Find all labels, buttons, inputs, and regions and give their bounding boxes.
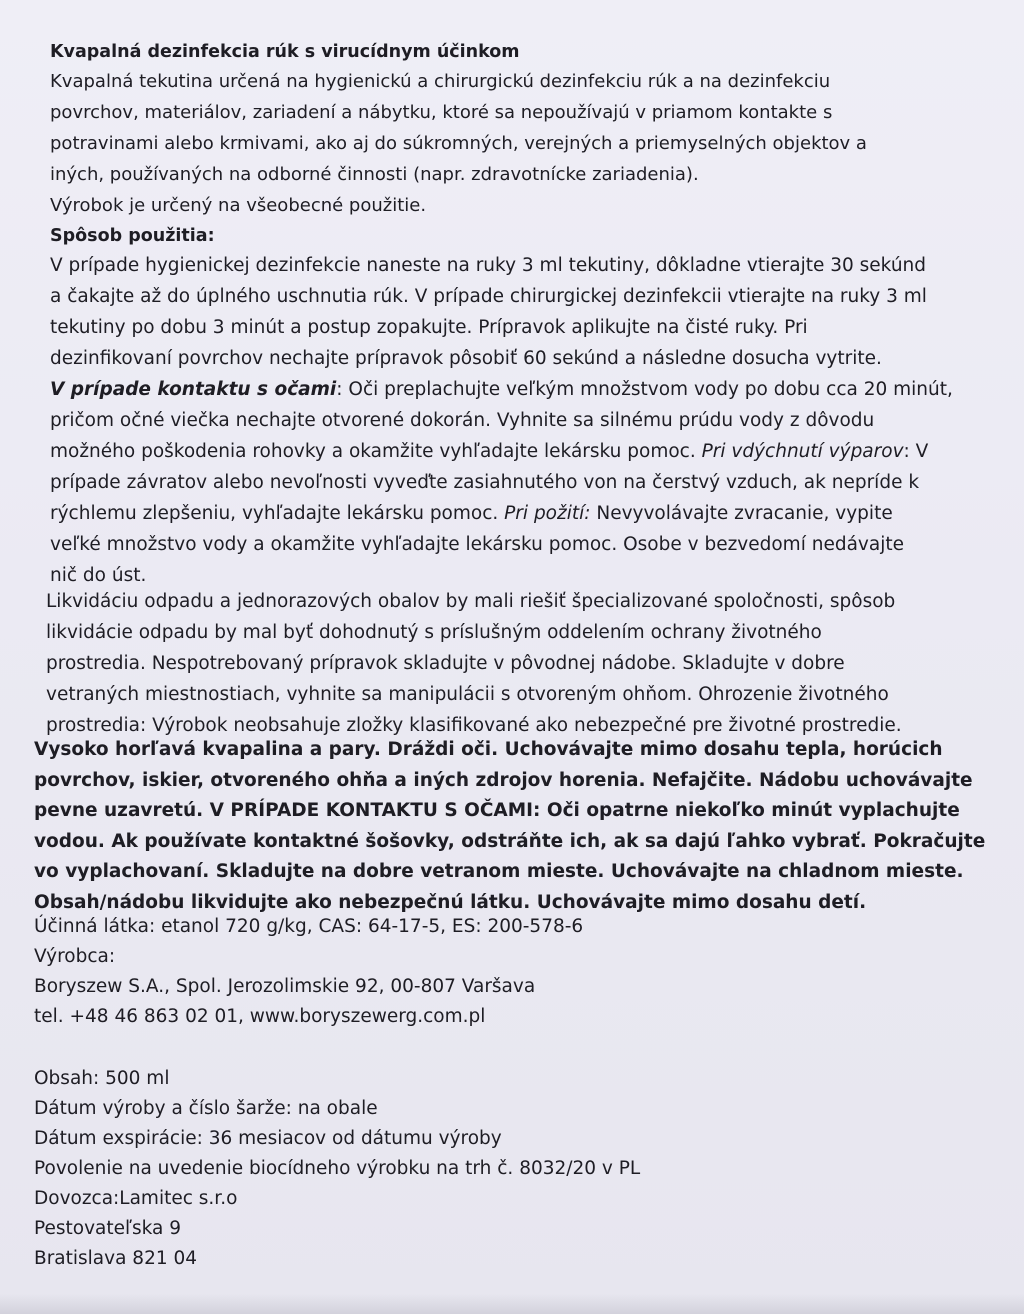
disposal-paragraph	[46, 586, 996, 741]
hazard-line: vo vyplachovaní. Skladujte na dobre vetranom mieste. Uchovávajte na chladnom mieste.	[34, 861, 964, 882]
hazard-line: vodou. Ak používate kontaktné šošovky, odstráňte ich, ak sa dajú ľahko vybrať. Pokračujte	[34, 830, 986, 852]
intro-line: potravinami alebo krmivami, ako aj do súkromných, verejných a priemyselných objektov a	[50, 133, 867, 154]
importer: Dovozca:Lamitec s.r.o	[34, 1188, 238, 1209]
usage-line: V prípade hygienickej dezinfekcie naneste na ruky 3 ml tekutiny, dôkladne vtierajte 30 sekúnd	[50, 255, 927, 276]
swallow-label: Pri požití:	[504, 503, 591, 524]
usage-line: pričom očné viečka nechajte otvorené dokorán. Vyhnite sa silnému prúdu vody z dôvodu	[50, 410, 875, 431]
hazard-statements	[34, 735, 984, 918]
content-volume: Obsah: 500 ml	[34, 1068, 170, 1089]
disposal-line: prostredia: Výrobok neobsahuje zložky klasifikované ako nebezpečné pre životné prostredie.	[46, 715, 902, 736]
usage-line: nič do úst.	[50, 565, 147, 586]
product-details	[34, 1064, 984, 1274]
eye-contact-label: V prípade kontaktu s očami	[50, 379, 337, 400]
intro-line: Výrobok je určený na všeobecné použitie.	[50, 195, 427, 216]
swallow-line	[50, 498, 1000, 529]
hazard-line: povrchov, iskier, otvoreného ohňa a iných zdrojov horenia. Nefajčite. Nádobu uchovávajte	[34, 769, 973, 791]
permit-info: Povolenie na uvedenie biocídneho výrobku na trh č. 8032/20 v PL	[34, 1158, 641, 1179]
inhalation-text: : V	[903, 441, 929, 462]
usage-line: a čakajte až do úplného uschnutia rúk. V prípade chirurgickej dezinfekcii vtierajte na ruky 3 ml	[50, 286, 927, 307]
swallow-text: Nevyvolávajte zvracanie, vypite	[590, 503, 893, 524]
inhalation-label: Pri vdýchnutí výparov	[701, 441, 904, 462]
label-title: Kvapalná dezinfekcia rúk s virucídnym účinkom	[50, 42, 520, 62]
eye-contact-text: možného poškodenia rohovky a okamžite vyhľadajte lekársku pomoc.	[50, 441, 702, 462]
eye-contact-line	[50, 374, 1000, 405]
importer-street: Pestovateľska 9	[34, 1218, 181, 1239]
manufacturer-contact: tel. +48 46 863 02 01, www.boryszewerg.com.pl	[34, 1006, 486, 1027]
disposal-line: prostredia. Nespotrebovaný prípravok skladujte v pôvodnej nádobe. Skladujte v dobre	[46, 653, 845, 674]
active-substance: Účinná látka: etanol 720 g/kg, CAS: 64-17-5, ES: 200-578-6	[34, 916, 584, 937]
usage-line: prípade závratov alebo nevoľnosti vyveďte zasiahnutého von na čerstvý vzduch, ak nepríde k	[50, 472, 920, 493]
usage-paragraph	[50, 250, 1000, 591]
importer-city: Bratislava 821 04	[34, 1248, 198, 1269]
disposal-line: vetraných miestnostiach, vyhnite sa manipulácii s otvoreným ohňom. Ohrozenie životného	[46, 684, 889, 705]
usage-line: veľké množstvo vody a okamžite vyhľadajte lekársku pomoc. Osobe v bezvedomí nedávajte	[50, 534, 904, 555]
inhalation-line	[50, 436, 1000, 467]
batch-info: Dátum výroby a číslo šarže: na obale	[34, 1098, 378, 1119]
manufacturer-heading: Výrobca:	[34, 946, 116, 967]
hazard-line: Obsah/nádobu likvidujte ako nebezpečnú látku. Uchovávajte mimo dosahu detí.	[34, 891, 867, 913]
hazard-line: Vysoko horľavá kvapalina a pary. Dráždi oči. Uchovávajte mimo dosahu tepla, horúcich	[34, 739, 943, 760]
hazard-line: pevne uzavretú. V PRÍPADE KONTAKTU S OČAMI: Oči opatrne niekoľko minút vyplachujte	[34, 800, 960, 821]
manufacturer-address: Boryszew S.A., Spol. Jerozolimskie 92, 00-807 Varšava	[34, 976, 536, 997]
eye-contact-text: : Oči preplachujte veľkým množstvom vody po dobu cca 20 minút,	[336, 379, 953, 400]
disposal-line: Likvidáciu odpadu a jednorazových obalov by mali riešiť špecializované spoločnosti, spôsob	[46, 591, 896, 612]
expiry-info: Dátum exspirácie: 36 mesiacov od dátumu výroby	[34, 1128, 502, 1149]
composition-manufacturer	[34, 912, 984, 1032]
intro-paragraph	[50, 66, 1000, 221]
inhalation-text: rýchlemu zlepšeniu, vyhľadajte lekársku pomoc.	[50, 503, 505, 524]
usage-heading: Spôsob použitia:	[50, 226, 215, 246]
usage-line: dezinfikovaní povrchov nechajte prípravok pôsobiť 60 sekúnd a následne dosucha vytrite.	[50, 348, 882, 369]
disposal-line: likvidácie odpadu by mal byť dohodnutý s príslušným oddelením ochrany životného	[46, 622, 822, 643]
intro-line: Kvapalná tekutina určená na hygienickú a chirurgickú dezinfekciu rúk a na dezinfekciu	[50, 71, 831, 92]
intro-line: povrchov, materiálov, zariadení a nábytku, ktoré sa nepoužívajú v priamom kontakte s	[50, 102, 833, 123]
usage-line: tekutiny po dobu 3 minút a postup zopakujte. Prípravok aplikujte na čisté ruky. Pri	[50, 317, 808, 338]
intro-line: iných, používaných na odborné činnosti (napr. zdravotnícke zariadenia).	[50, 164, 699, 185]
